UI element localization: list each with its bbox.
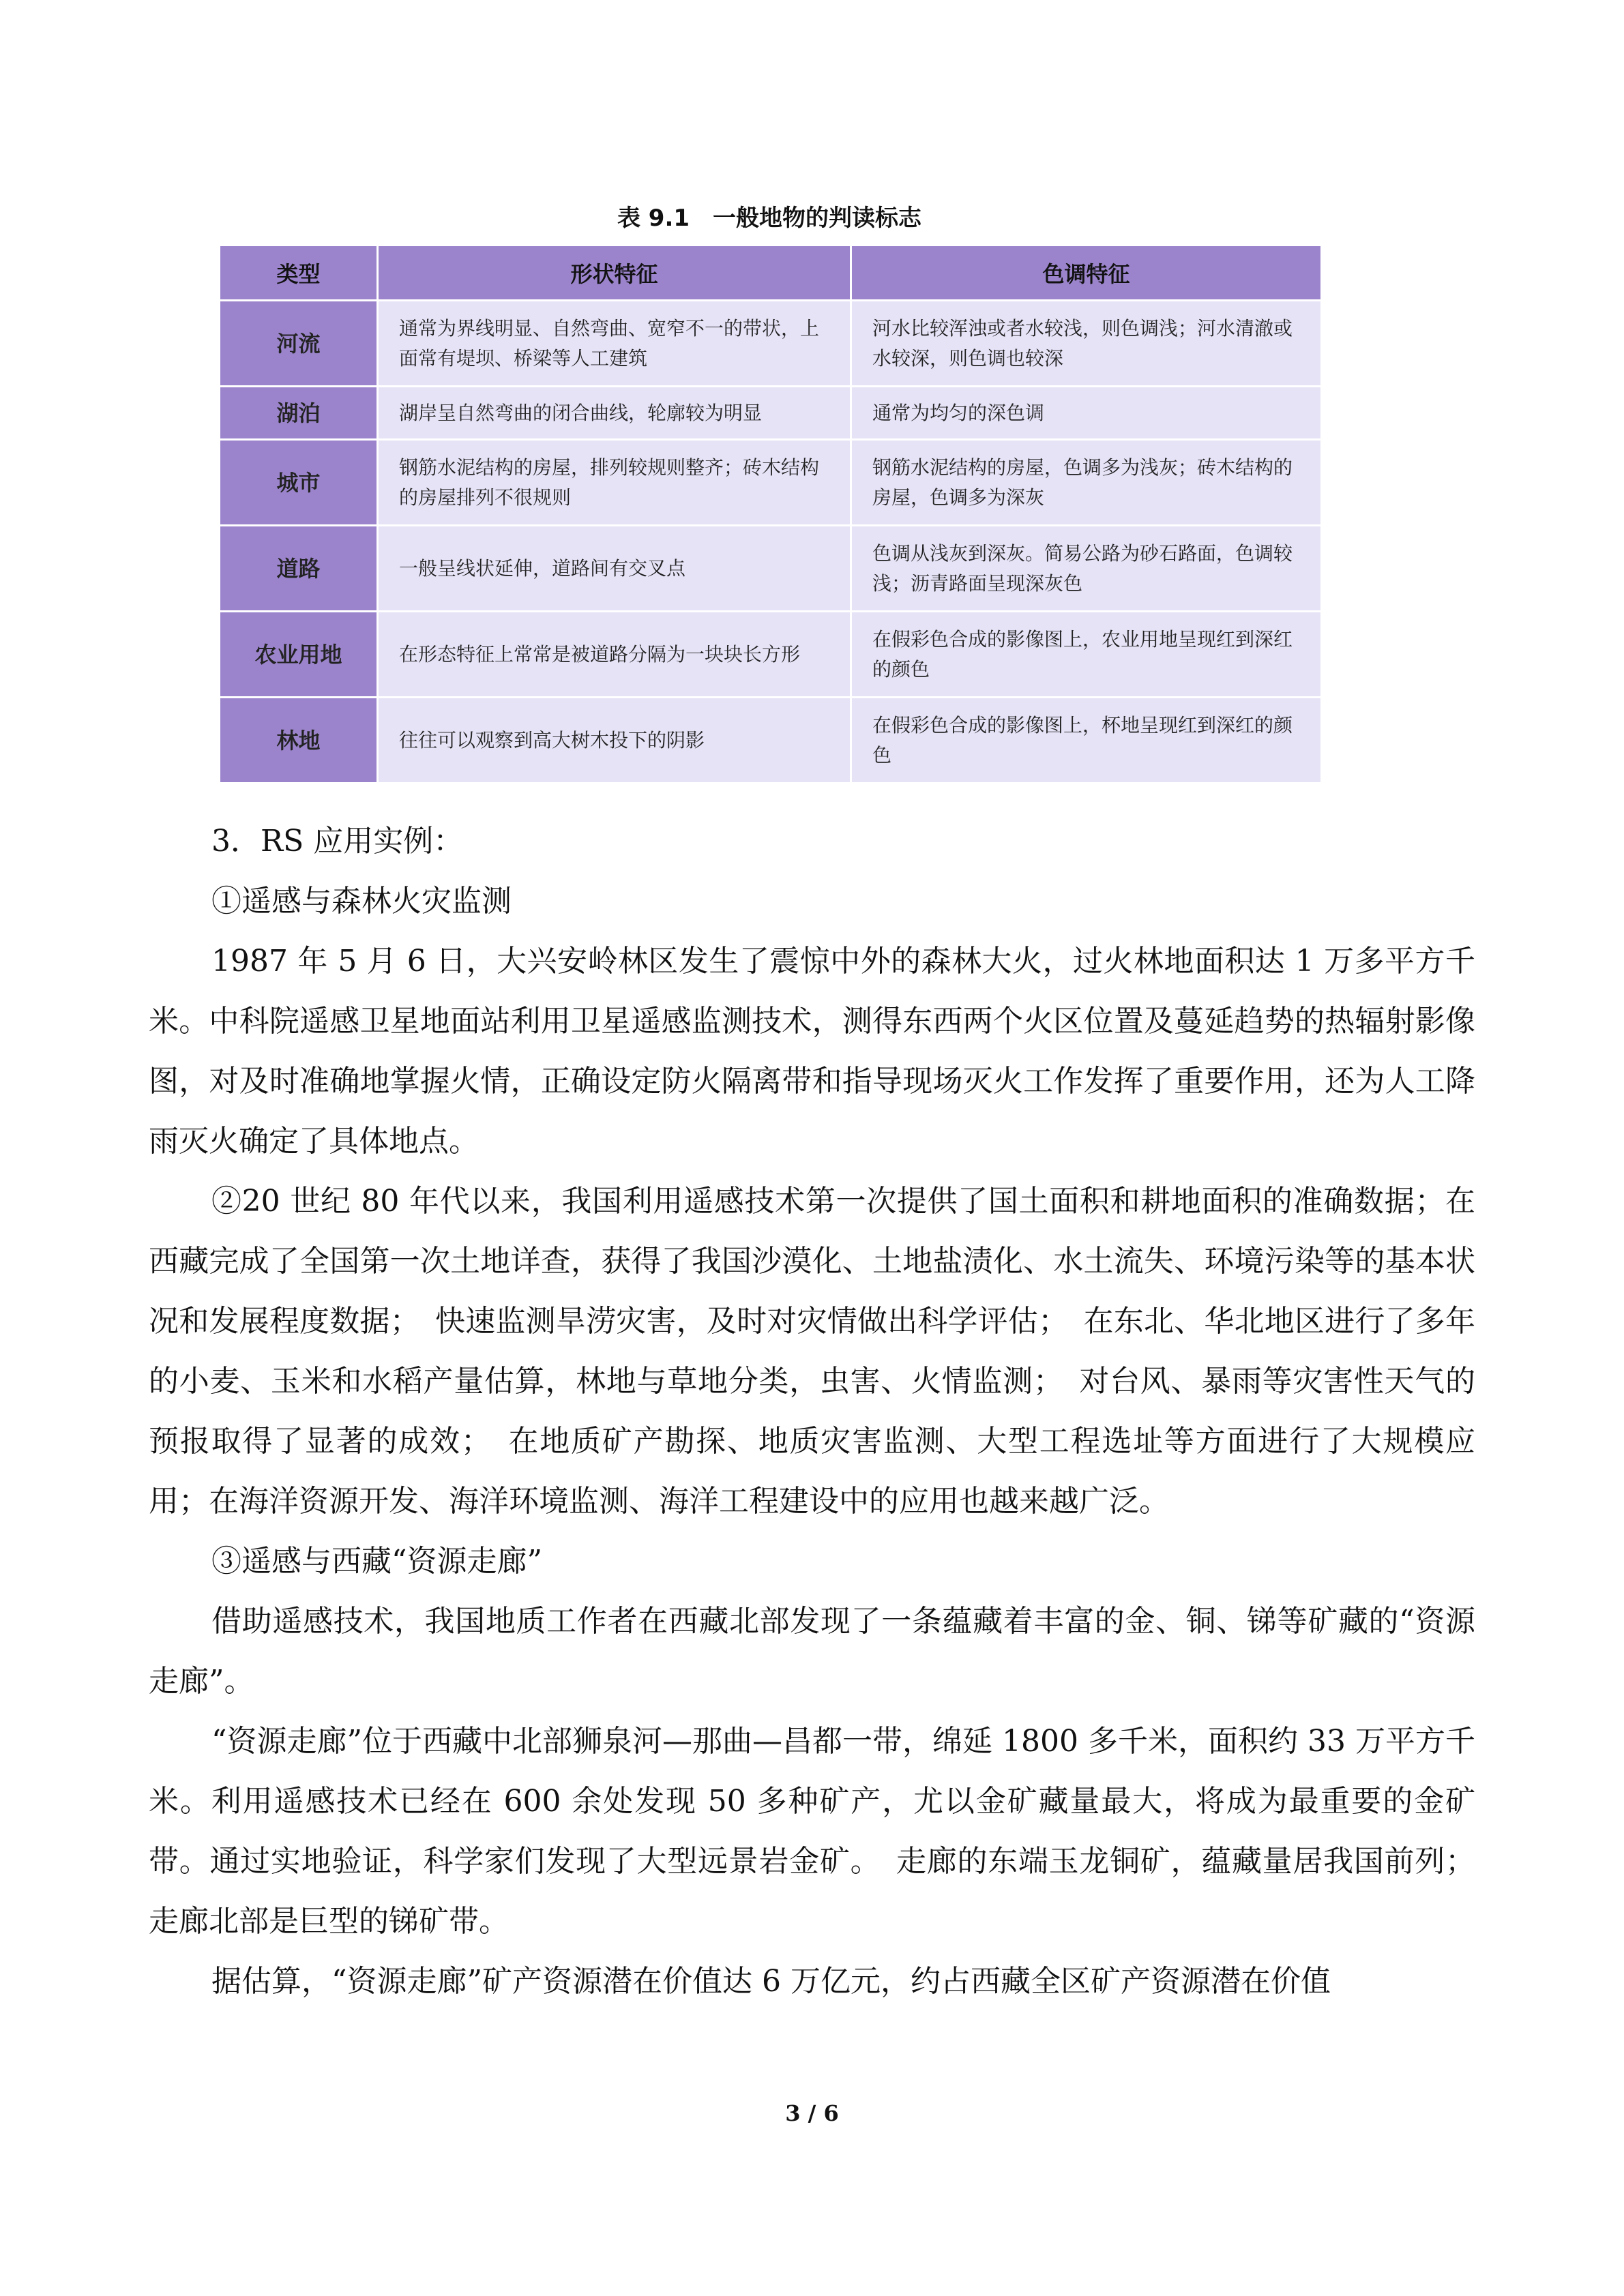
- page-number: 3 / 6: [785, 2100, 839, 2126]
- paragraph: ②20 世纪 80 年代以来，我国利用遥感技术第一次提供了国土面积和耕地面积的准确数据；在西藏完成了全国第一次土地详查，获得了我国沙漠化、土地盐渍化、水土流失、环境污染等的基本状况和发展程度数据； 快速监测旱涝灾害，及时对灾情做出科学评估； 在东北、华北地区进行了多年的小麦、玉米和水稻产量估算，林地与草地分类，虫害、火情监测； 对台风、暴雨等灾害性天气的预报取得了显著的成效； 在地质矿产勘探、地质灾害监测、大型工程选址等方面进行了大规模应用；在海洋资源开发、海洋环境监测、海洋工程建设中的应用也越来越广泛。: [149, 1184, 1475, 1519]
- row-color: 色调从浅灰到深灰。简易公路为砂石路面，色调较浅；沥青路面呈现深灰色: [851, 526, 1322, 612]
- table-figure: [218, 198, 1320, 784]
- table-row: [220, 387, 1322, 440]
- row-category: 城市: [220, 440, 378, 526]
- paragraph: 据估算，“资源走廊”矿产资源潜在价值达 6 万亿元，约占西藏全区矿产资源潜在价值: [211, 1964, 1331, 1999]
- row-category: 河流: [220, 301, 378, 387]
- table-caption: 表 9.1 一般地物的判读标志: [617, 205, 922, 232]
- row-category: 农业用地: [220, 612, 378, 698]
- table-row: [220, 440, 1322, 526]
- subsection-heading: ③遥感与西藏“资源走廊”: [211, 1544, 542, 1579]
- paragraph: 1987 年 5 月 6 日，大兴安岭林区发生了震惊中外的森林大火，过火林地面积达 1 万多平方千米。中科院遥感卫星地面站利用卫星遥感监测技术，测得东西两个火区位置及蔓延趋势的热辐射影像图，对及时准确地掌握火情，正确设定防火隔离带和指导现场灭火工作发挥了重要作用，还为人工降雨灭火确定了具体地点。: [149, 944, 1475, 1159]
- row-shape: 在形态特征上常常是被道路分隔为一块块长方形: [378, 612, 851, 698]
- header-shape: 形状特征: [378, 245, 851, 301]
- row-category: 道路: [220, 526, 378, 612]
- header-color: 色调特征: [851, 245, 1322, 301]
- row-shape: 湖岸呈自然弯曲的闭合曲线，轮廓较为明显: [378, 387, 851, 440]
- paragraph: “资源走廊”位于西藏中北部狮泉河—那曲—昌都一带，绵延 1800 多千米，面积约 33 万平方千米。利用遥感技术已经在 600 余处发现 50 多种矿产，尤以金矿藏量最大，将成为最重要的金矿带。通过实地验证，科学家们发现了大型远景岩金矿。 走廊的东端玉龙铜矿，蕴藏量居我国前列；走廊北部是巨型的锑矿带。: [149, 1724, 1475, 1939]
- paragraph: 借助遥感技术，我国地质工作者在西藏北部发现了一条蕴藏着丰富的金、铜、锑等矿藏的“资源走廊”。: [149, 1604, 1475, 1699]
- section-heading: 3．RS 应用实例：: [211, 824, 464, 859]
- row-shape: 钢筋水泥结构的房屋，排列较规则整齐；砖木结构的房屋排列不很规则: [378, 440, 851, 526]
- row-shape: 通常为界线明显、自然弯曲、宽窄不一的带状，上面常有堤坝、桥梁等人工建筑: [378, 301, 851, 387]
- row-color: 通常为均匀的深色调: [851, 387, 1322, 440]
- row-color: 在假彩色合成的影像图上，杯地呈现红到深红的颜色: [851, 698, 1322, 784]
- row-category: 湖泊: [220, 387, 378, 440]
- header-type: 类型: [220, 245, 378, 301]
- body-text: [149, 811, 1475, 2012]
- table-row: [220, 612, 1322, 698]
- table-row: [220, 301, 1322, 387]
- landmark-interpretation-table: [218, 244, 1323, 784]
- row-color: 在假彩色合成的影像图上，农业用地呈现红到深红的颜色: [851, 612, 1322, 698]
- row-shape: 往往可以观察到高大树木投下的阴影: [378, 698, 851, 784]
- row-category: 林地: [220, 698, 378, 784]
- table-row: [220, 526, 1322, 612]
- row-shape: 一般呈线状延伸，道路间有交叉点: [378, 526, 851, 612]
- row-color: 钢筋水泥结构的房屋，色调多为浅灰；砖木结构的房屋，色调多为深灰: [851, 440, 1322, 526]
- table-header-row: [220, 245, 1322, 301]
- table-row: [220, 698, 1322, 784]
- row-color: 河水比较浑浊或者水较浅，则色调浅；河水清澈或水较深，则色调也较深: [851, 301, 1322, 387]
- subsection-heading: ①遥感与森林火灾监测: [211, 884, 512, 919]
